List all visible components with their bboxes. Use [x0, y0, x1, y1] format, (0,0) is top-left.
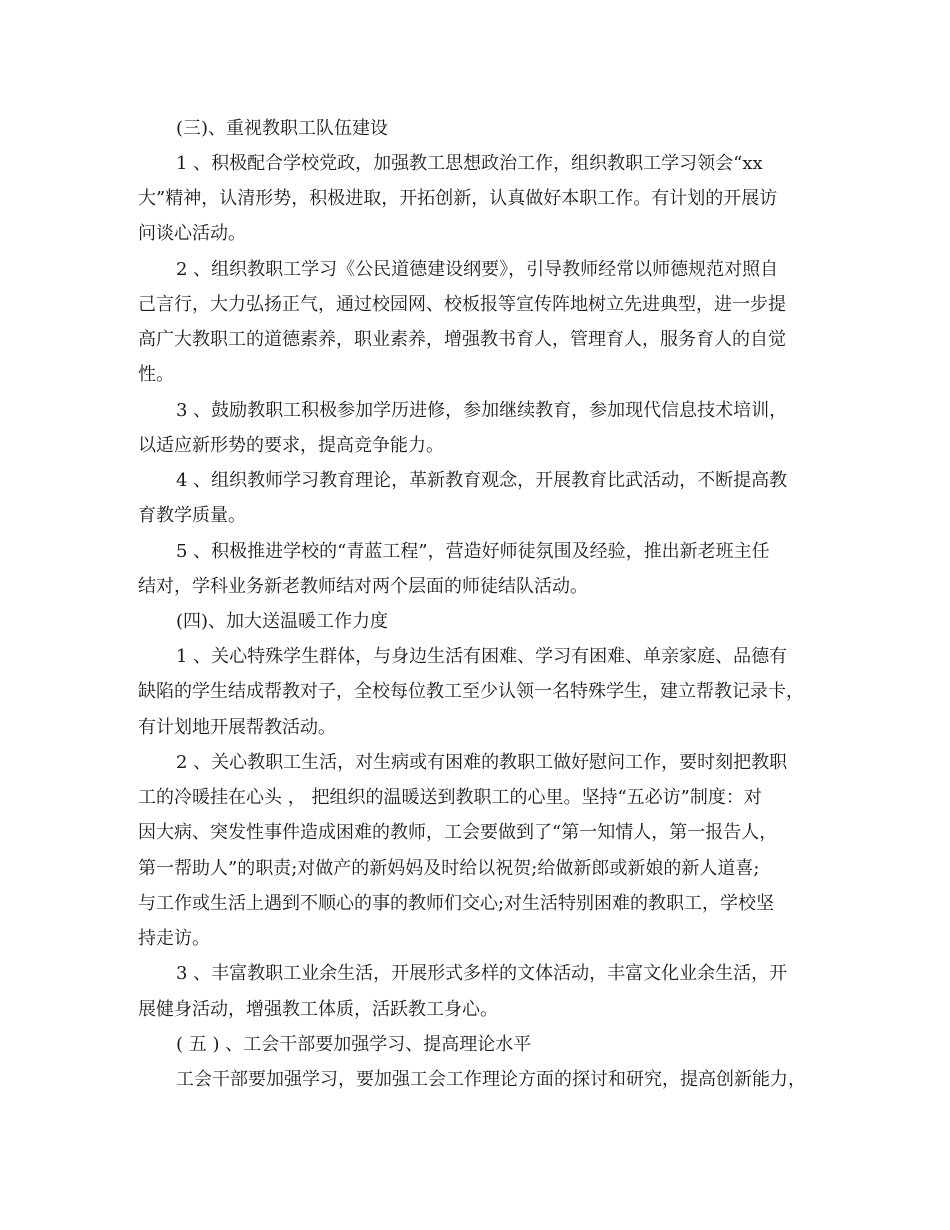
section-heading-3: (三)、重视教职工队伍建设	[176, 118, 389, 139]
paragraph-line: 3 、鼓励教职工积极参加学历进修，参加继续教育，参加现代信息技术培训，	[176, 400, 788, 421]
paragraph-line: 持走访。	[138, 928, 210, 949]
section-heading-5: ( 五 ) 、工会干部要加强学习、提高理论水平	[176, 1034, 532, 1055]
paragraph-line: 5 、积极推进学校的“青蓝工程”，营造好师徒氛围及经验，推出新老班主任	[176, 541, 770, 562]
section-heading-4: (四)、加大送温暖工作力度	[176, 611, 389, 632]
paragraph-line: 大”精神，认清形势，积极进取，开拓创新，认真做好本职工作。有计划的开展访	[138, 188, 778, 209]
paragraph-line: 4 、组织教师学习教育理论，革新教育观念，开展教育比武活动，不断提高教	[176, 470, 788, 491]
paragraph-line: 以适应新形势的要求，提高竞争能力。	[138, 435, 444, 456]
paragraph-line: 展健身活动，增强教工体质，活跃教工身心。	[138, 999, 498, 1020]
paragraph-line: 3 、丰富教职工业余生活，开展形式多样的文体活动，丰富文化业余生活，开	[176, 963, 788, 984]
paragraph-line: 第一帮助人”的职责;对做产的新妈妈及时给以祝贺;给做新郎或新娘的新人道喜;	[138, 858, 760, 879]
paragraph-line: 工会干部要加强学习，要加强工会工作理论方面的探讨和研究，提高创新能力，	[176, 1069, 806, 1090]
paragraph-line: 与工作或生活上遇到不顺心的事的教师们交心;对生活特别困难的教职工，学校坚	[138, 893, 775, 914]
paragraph-line: 结对，学科业务新老教师结对两个层面的师徒结队活动。	[138, 576, 588, 597]
paragraph-line: 1 、积极配合学校党政，加强教工思想政治工作，组织教职工学习领会“xx	[176, 153, 763, 174]
paragraph-line: 问谈心活动。	[138, 223, 246, 244]
paragraph-line: 有计划地开展帮教活动。	[138, 717, 336, 738]
paragraph-line: 2 、关心教职工生活，对生病或有困难的教职工做好慰问工作，要时刻把教职	[176, 752, 788, 773]
paragraph-line: 育教学质量。	[138, 505, 246, 526]
paragraph-line: 缺陷的学生结成帮教对子，全校每位教工至少认领一名特殊学生，建立帮教记录卡，	[138, 681, 804, 702]
paragraph-line: 1 、关心特殊学生群体，与身边生活有困难、学习有困难、单亲家庭、品德有	[176, 646, 788, 667]
paragraph-line: 工的冷暖挂在心头 ， 把组织的温暖送到教职工的心里。坚持“五必访”制度：对	[138, 787, 762, 808]
paragraph-line: 因大病、突发性事件造成困难的教师，工会要做到了“第一知情人，第一报告人，	[138, 822, 778, 843]
paragraph-line: 性。	[138, 364, 174, 385]
paragraph-line: 2 、组织教职工学习《公民道德建设纲要》，引导教师经常以师德规范对照自	[176, 259, 779, 280]
paragraph-line: 己言行，大力弘扬正气，通过校园网、校板报等宣传阵地树立先进典型，进一步提	[138, 294, 786, 315]
paragraph-line: 高广大教职工的道德素养，职业素养，增强教书育人，管理育人，服务育人的自觉	[138, 329, 786, 350]
